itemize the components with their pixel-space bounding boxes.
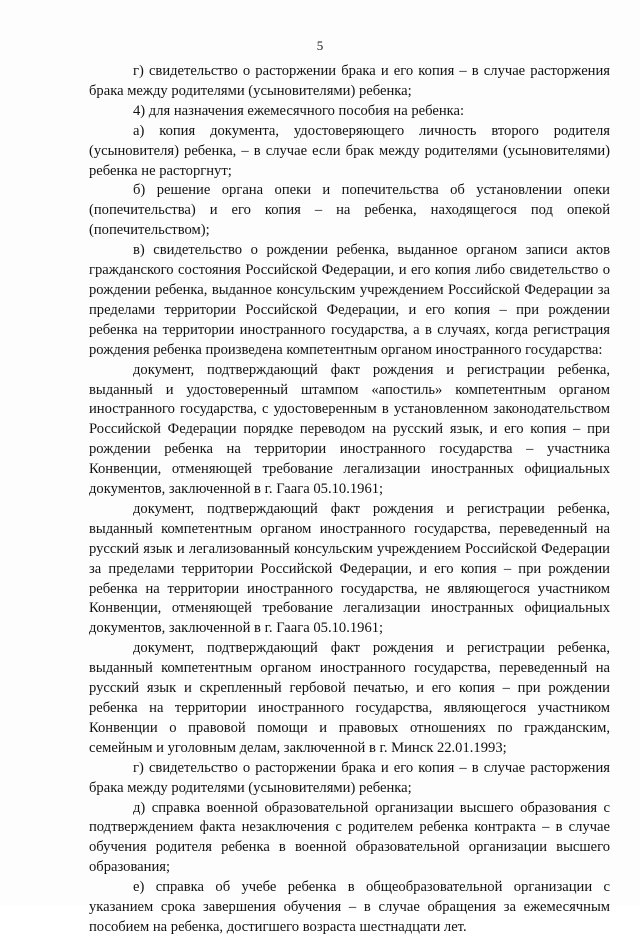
paragraph-guardianship-decision: б) решение органа опеки и попечительства об установлении опеки (попечительства) и его копия – на ребенка, находящегося под опекой (попечительством); xyxy=(89,182,610,239)
paragraph-birth-certificate: в) свидетельство о рождении ребенка, выданное органом записи актов гражданского состояния Российской Федерации, и его копия либо свидетельство о рождении ребенка, выданное консульским учреждением Российской Федерации за пределами территории Российской Федерации, и его копия – при рождении ребенка на территории иностранного государства, а в случаях, когда регистрация рождения ребенка произведена компетентным органом иностранного государства: xyxy=(89,242,610,358)
paragraph-school-certificate: е) справка об учебе ребенка в общеобразовательной организации с указанием срока завершения обучения – в случае обращения за ежемесячным пособием на ребенка, достигшего возраста шестнадцати лет. xyxy=(89,879,610,935)
paragraph-legalized-document: документ, подтверждающий факт рождения и регистрации ребенка, выданный компетентным органом иностранного государства, переведенный на русский язык и легализованный консульским учреждением Российской Федерации за пределами территории Российской Федерации, и его копия – при рождении ребенка на территории иностранного государства, не являющегося участником Конвенции, отменяющей требование легализации иностранных официальных документов, заключенной в г. Гаага 05.10.1961; xyxy=(89,500,610,637)
paragraph-military-education-certificate: д) справка военной образовательной организации высшего образования с подтверждением факта незаключения с родителем ребенка контракта – в случае обучения родителя ребенка в военной образовательной организации высшего образования; xyxy=(89,799,610,876)
paragraph-id-copy: а) копия документа, удостоверяющего личность второго родителя (усыновителя) ребенка, – в случае если брак между родителями (усыновителями) ребенка не расторгнут; xyxy=(89,122,610,179)
document-body xyxy=(89,62,610,938)
paragraph-monthly-allowance-heading: 4) для назначения ежемесячного пособия на ребенка: xyxy=(133,102,465,119)
paragraph-divorce-certificate-2: г) свидетельство о расторжении брака и его копия – в случае расторжения брака между родителями (усыновителями) ребенка; xyxy=(89,759,610,796)
page-number: 5 xyxy=(316,38,324,53)
paragraph-minsk-convention-document: документ, подтверждающий факт рождения и регистрации ребенка, выданный компетентным органом иностранного государства, переведенный на русский язык и скрепленный гербовой печатью, и его копия – при рождении ребенка на территории иностранного государства, являющегося участником Конвенции о правовой помощи и правовых отношениях по гражданским, семейным и уголовным делам, заключенной в г. Минск 22.01.1993; xyxy=(89,640,610,756)
paragraph-apostille-document: документ, подтверждающий факт рождения и регистрации ребенка, выданный и удостоверенный штампом «апостиль» компетентным органом иностранного государства, с удостоверенным в установленном законодательством Российской Федерации порядке переводом на русский язык, и его копия – при рождении ребенка на территории иностранного государства – участника Конвенции, отменяющей требование легализации иностранных официальных документов, заключенной в г. Гаага 05.10.1961; xyxy=(89,361,610,498)
paragraph-divorce-certificate-1: г) свидетельство о расторжении брака и его копия – в случае расторжения брака между родителями (усыновителями) ребенка; xyxy=(89,63,610,99)
